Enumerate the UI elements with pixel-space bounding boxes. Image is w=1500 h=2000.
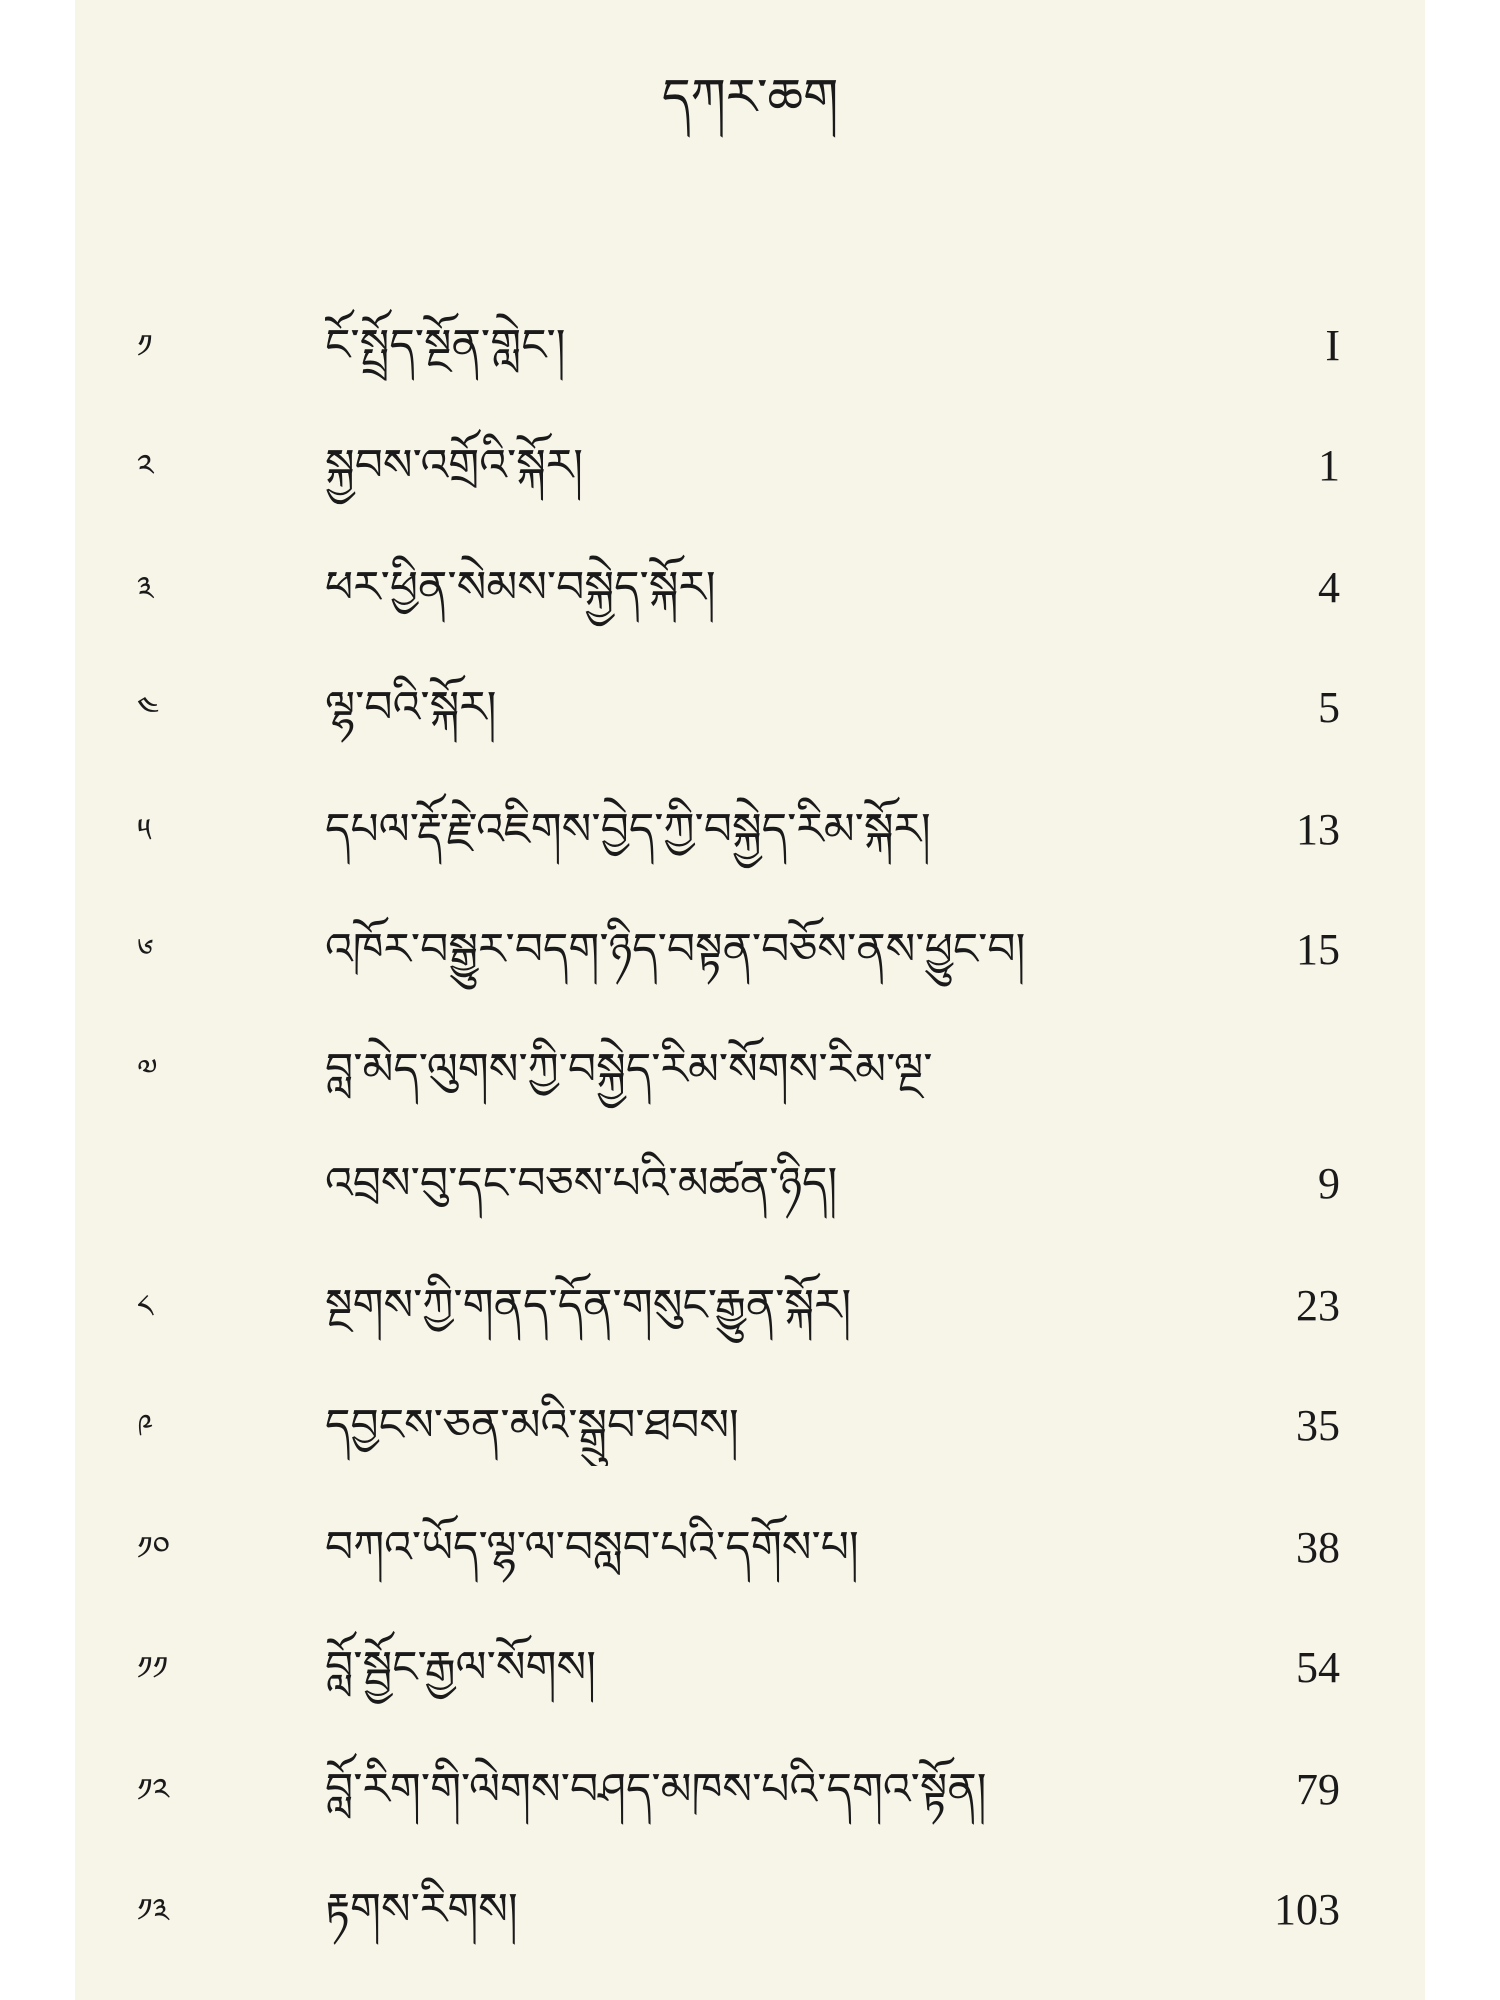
toc-entry-title: སྔགས་ཀྱི་གནད་དོན་གསུང་རྒྱུན་སྐོར། [325, 1280, 852, 1331]
toc-entry-page: 38 [1296, 1523, 1340, 1572]
toc-entry-page: 54 [1296, 1643, 1340, 1692]
toc-entry-number: ༡༠ [137, 1529, 171, 1567]
toc-entry-8 [75, 1266, 1425, 1346]
toc-entry-page: I [1325, 321, 1340, 370]
toc-entry-page: 79 [1296, 1765, 1340, 1814]
toc-entry-page: 103 [1274, 1885, 1340, 1934]
toc-entry-number: ༡༡ [137, 1649, 168, 1687]
toc-entry-number: ༨ [137, 1287, 154, 1325]
toc-entry-title-continued: འབྲས་བུ་དང་བཅས་པའི་མཚན་ཉིད། [325, 1158, 838, 1209]
toc-entry-12 [75, 1750, 1425, 1830]
toc-entry-page: 15 [1296, 925, 1340, 974]
toc-entry-page: 1 [1318, 441, 1340, 490]
toc-entry-7 [75, 1030, 1425, 1110]
toc-entry-title: སྐྱབས་འགྲོའི་སྐོར། [325, 440, 584, 491]
toc-entry-title: ངོ་སྤྲོད་སྔོན་གླེང་། [325, 320, 566, 371]
toc-entry-number: ༣ [137, 569, 154, 607]
toc-entry-1 [75, 306, 1425, 386]
toc-entry-title: བློ་རིག་གི་ལེགས་བཤད་མཁས་པའི་དགའ་སྟོན། [325, 1764, 987, 1815]
toc-entry-title: བཀའ་ཡོད་ལྷ་ལ་བསླབ་པའི་དགོས་པ། [325, 1522, 859, 1573]
toc-entry-10 [75, 1508, 1425, 1588]
toc-entry-6 [75, 910, 1425, 990]
toc-entry-page: 5 [1318, 683, 1340, 732]
page-title: དཀར་ཆག [661, 68, 839, 126]
toc-entry-number: ༡ [137, 327, 153, 365]
toc-entry-page: 23 [1296, 1281, 1340, 1330]
toc-entry-3 [75, 548, 1425, 628]
toc-entry-title: ཕར་ཕྱིན་སེམས་བསྐྱེད་སྐོར། [325, 562, 716, 613]
toc-entry-number: ༥ [137, 811, 152, 849]
toc-entry-page: 35 [1296, 1401, 1340, 1450]
toc-entry-2 [75, 426, 1425, 506]
toc-entry-title: བླ་མེད་ལུགས་ཀྱི་བསྐྱེད་རིམ་སོགས་རིམ་ལྔ་ [325, 1044, 933, 1095]
toc-entry-11 [75, 1628, 1425, 1708]
toc-entry-7-continued [75, 1144, 1425, 1224]
toc-entry-number: ༦ [137, 931, 154, 969]
toc-entry-number: ༢ [137, 447, 154, 485]
toc-entry-number: ༡༢ [137, 1771, 170, 1809]
book-page [75, 0, 1425, 2000]
toc-entry-number: ༧ [137, 1051, 158, 1089]
toc-entry-title: རྟགས་རིགས། [325, 1884, 518, 1935]
toc-entry-number: ༡༣ [137, 1891, 170, 1929]
toc-entry-page: 4 [1318, 563, 1340, 612]
toc-entry-title: དབྱངས་ཅན་མའི་སྒྲུབ་ཐབས། [325, 1400, 739, 1451]
toc-entry-5 [75, 790, 1425, 870]
toc-entry-number: ༤ [137, 689, 159, 727]
toc-entry-4 [75, 668, 1425, 748]
toc-entry-title: བློ་སྦྱོང་རྒྱལ་སོགས། [325, 1642, 596, 1693]
toc-entry-page: 13 [1296, 805, 1340, 854]
toc-entry-page: 9 [1318, 1159, 1340, 1208]
toc-entry-title: ལྷ་བའི་སྐོར། [325, 682, 497, 733]
toc-entry-number: ༩ [137, 1407, 154, 1445]
toc-entry-9 [75, 1386, 1425, 1466]
toc-entry-title: དཔལ་རྡོ་རྗེ་འཇིགས་བྱེད་ཀྱི་བསྐྱེད་རིམ་སྐོར། [325, 804, 931, 855]
toc-entry-title: འཁོར་བསྒྱུར་བདག་ཉིད་བསྟན་བཅོས་ནས་ཕྱུང་བ། [325, 924, 1026, 975]
toc-entry-13 [75, 1870, 1425, 1950]
